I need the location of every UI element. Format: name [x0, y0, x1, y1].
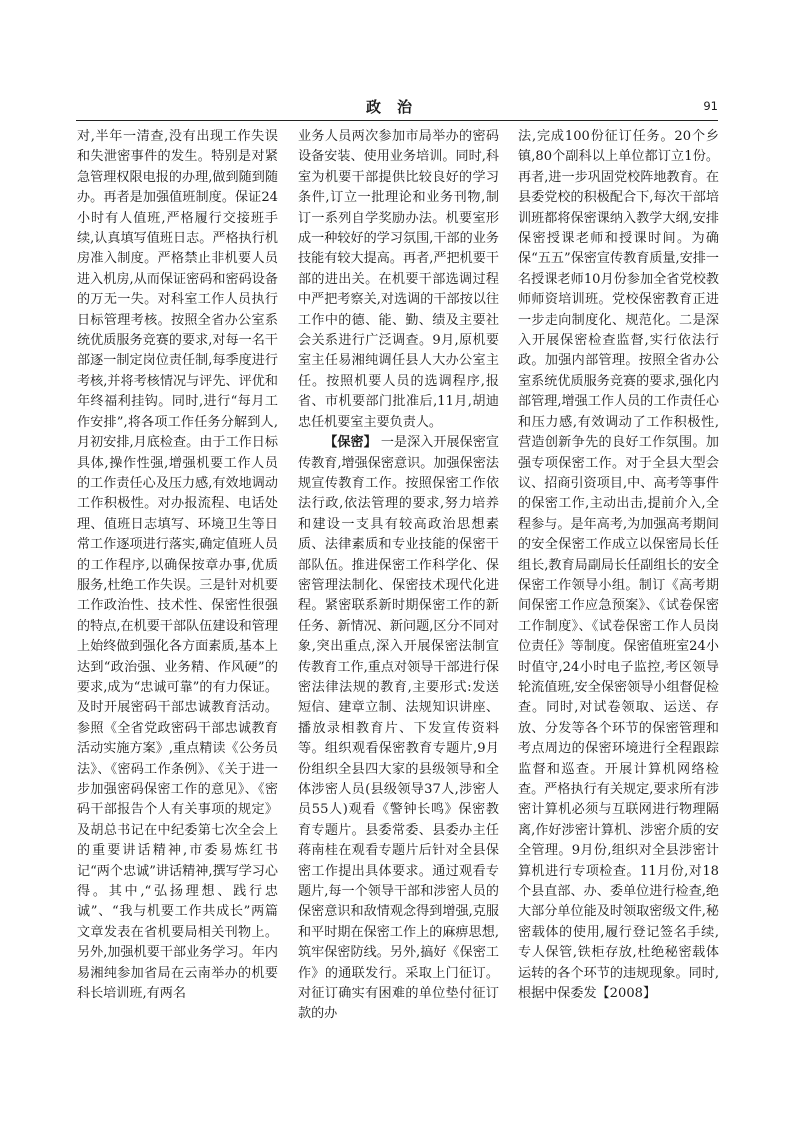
section-heading-baomi: 【保密】	[324, 435, 377, 451]
text-column-3	[518, 127, 719, 1004]
page-number: 91	[703, 99, 718, 113]
paragraph-text: 一是深入开展保密宣传教育,增强保密意识。加强保密法规宣传教育工作。按照保密工作依法行政,依法管理的要求,努力培养和建设一支具有较高政治思想素质、法律素质和专业技能的保密干部队伍。推进保密工作科学化、保密管理法制化、保密技术现代化进程。紧密联系新时期保密工作的新任务、新情况、新问题,区分不同对象,突出重点,深入开展保密法制宣传教育工作,重点对领导干部进行保密法律法规的教育,主要形式:发送短信、建章立制、法规知识讲座、播放录相教育片、下发宣传资料等。组织观看保密教育专题片,9月份组织全县四大家的县级领导和全体涉密人员(县级领导37人,涉密人员55人)观看《警钟长鸣》保密教育专题片。县委常委、县委办主任蒋南桂在观看专题片后针对全县保密工作提出具体要求。通过观看专题片,每一个领导干部和涉密人员的保密意识和敌情观念得到增强,克服和平时期在保密工作上的麻痹思想,筑牢保密防线。另外,搞好《保密工作》的通联发行。采取上门征订。对征订确实有困难的单位垫付征订款的办	[298, 435, 500, 1022]
section-title: 政治	[365, 98, 428, 116]
paragraph: 法,完成100份征订任务。20个乡镇,80个副科以上单位都订立1份。再者,进一步巩固党校阵地教育。在县委党校的积极配合下,每次干部培训班都将保密课纳入教学大纲,安排保密授课老师和授课时间。为确保“五五”保密宣传教育质量,安排一名授课老师10月份参加全省党校教师师资培训班。党校保密教育正进一步走向制度化、规范化。二是深入开展保密检查监督,实行依法行政。加强内部管理。按照全省办公室系统优质服务竞赛的要求,强化内部管理,增强工作人员的工作责任心和压力感,有效调动了工作积极性,营造创新争先的良好工作氛围。加强专项保密工作。对于全县大型会议、招商引资项目,中、高考等事件的保密工作,主动出击,提前介入,全程参与。是年高考,为加强高考期间的安全保密工作成立以保密局长任组长,教育局副局长任副组长的安全保密工作领导小组。制订《高考期间保密工作应急预案》、《试卷保密工作制度》、《试卷保密工作人员岗位责任》等制度。保密值班室24小时值守,24小时电子监控,考区领导轮流值班,安全保密领导小组督促检查。同时,对试卷领取、运送、存放、分发等各个环节的保密管理和考点周边的保密环境进行全程跟踪监督和巡查。开展计算机网络检查。严格执行有关规定,要求所有涉密计算机必须与互联网进行物理隔离,作好涉密计算机、涉密介质的安全管理。9月份,组织对全县涉密计算机进行专项检查。11月份,对18个县直部、办、委单位进行检查,绝大部分单位能及时领取密级文件,秘密载体的使用,履行登记签名手续,专人保管,铁柜存放,杜绝秘密载体运转的各个环节的违规现象。同时,根据中保委发【2008】	[518, 129, 719, 1002]
text-column-2	[298, 127, 499, 1025]
paragraph: 对,半年一清查,没有出现工作失误和失泄密事件的发生。特别是对紧急管理权限电报的办理,做到随到随办。再者是加强值班制度。保证24小时有人值班,严格履行交接班手续,认真填写值班日志。严格执行机房准入制度。严格禁止非机要人员进入机房,从而保证密码和密码设备的万无一失。对科室工作人员执行日标管理考核。按照全省办公室系统优质服务竞赛的要求,对每一名干部逐一制定岗位责任制,每季度进行考核,并将考核情况与评先、评优和年终福利挂钩。同时,进行“每月工作安排”,将各项工作任务分解到人,月初安排,月底检查。由于工作日标具体,操作性强,增强机要工作人员的工作责任心及压力感,有效地调动工作积极性。对办报流程、电话处理、值班日志填写、环境卫生等日常工作逐项进行落实,确定值班人员的工作程序,以确保按章办事,优质服务,杜绝工作失误。三是针对机要工作政治性、技术性、保密性很强的特点,在机要干部队伍建设和管理上始终做到强化各方面素质,基本上达到“政治强、业务精、作风硬”的要求,成为“忠诚可靠”的有力保证。及时开展密码干部忠诚教育活动。参照《全省党政密码干部忠诚教育活动实施方案》,重点精读《公务员法》、《密码工作条例》、《关于进一步加强密码保密工作的意见》、《密码干部报告个人有关事项的规定》及胡总书记在中纪委第七次全会上的重要讲话精神,市委易炼红书记“两个忠诚”讲话精神,撰写学习心得。其中,“弘扬理想、践行忠诚”、“我与机要工作共成长”两篇文章发表在省机要局相关刊物上。另外,加强机要干部业务学习。年内易湘纯参加省局在云南举办的机要科长培训班,有两名	[77, 129, 278, 1002]
text-column-1	[77, 127, 278, 1004]
paragraph-with-heading	[298, 433, 499, 1025]
paragraph: 业务人员两次参加市局举办的密码设备安装、使用业务培训。同时,科室为机要干部提供比较良好的学习条件,订立一批理论和业务刊物,制订一系列自学奖励办法。机要室形成一种较好的学习氛围,干部的业务技能有较大提高。再者,严把机要干部的进出关。在机要干部选调过程中严把考察关,对选调的干部按以往工作中的德、能、勤、绩及主要社会关系进行广泛调查。9月,原机要室主任易湘纯调任县人大办公室主任。按照机要人员的选调程序,报省、市机要部门批准后,11月,胡迪忠任机要室主要负责人。	[298, 129, 499, 430]
page-header	[76, 96, 718, 121]
